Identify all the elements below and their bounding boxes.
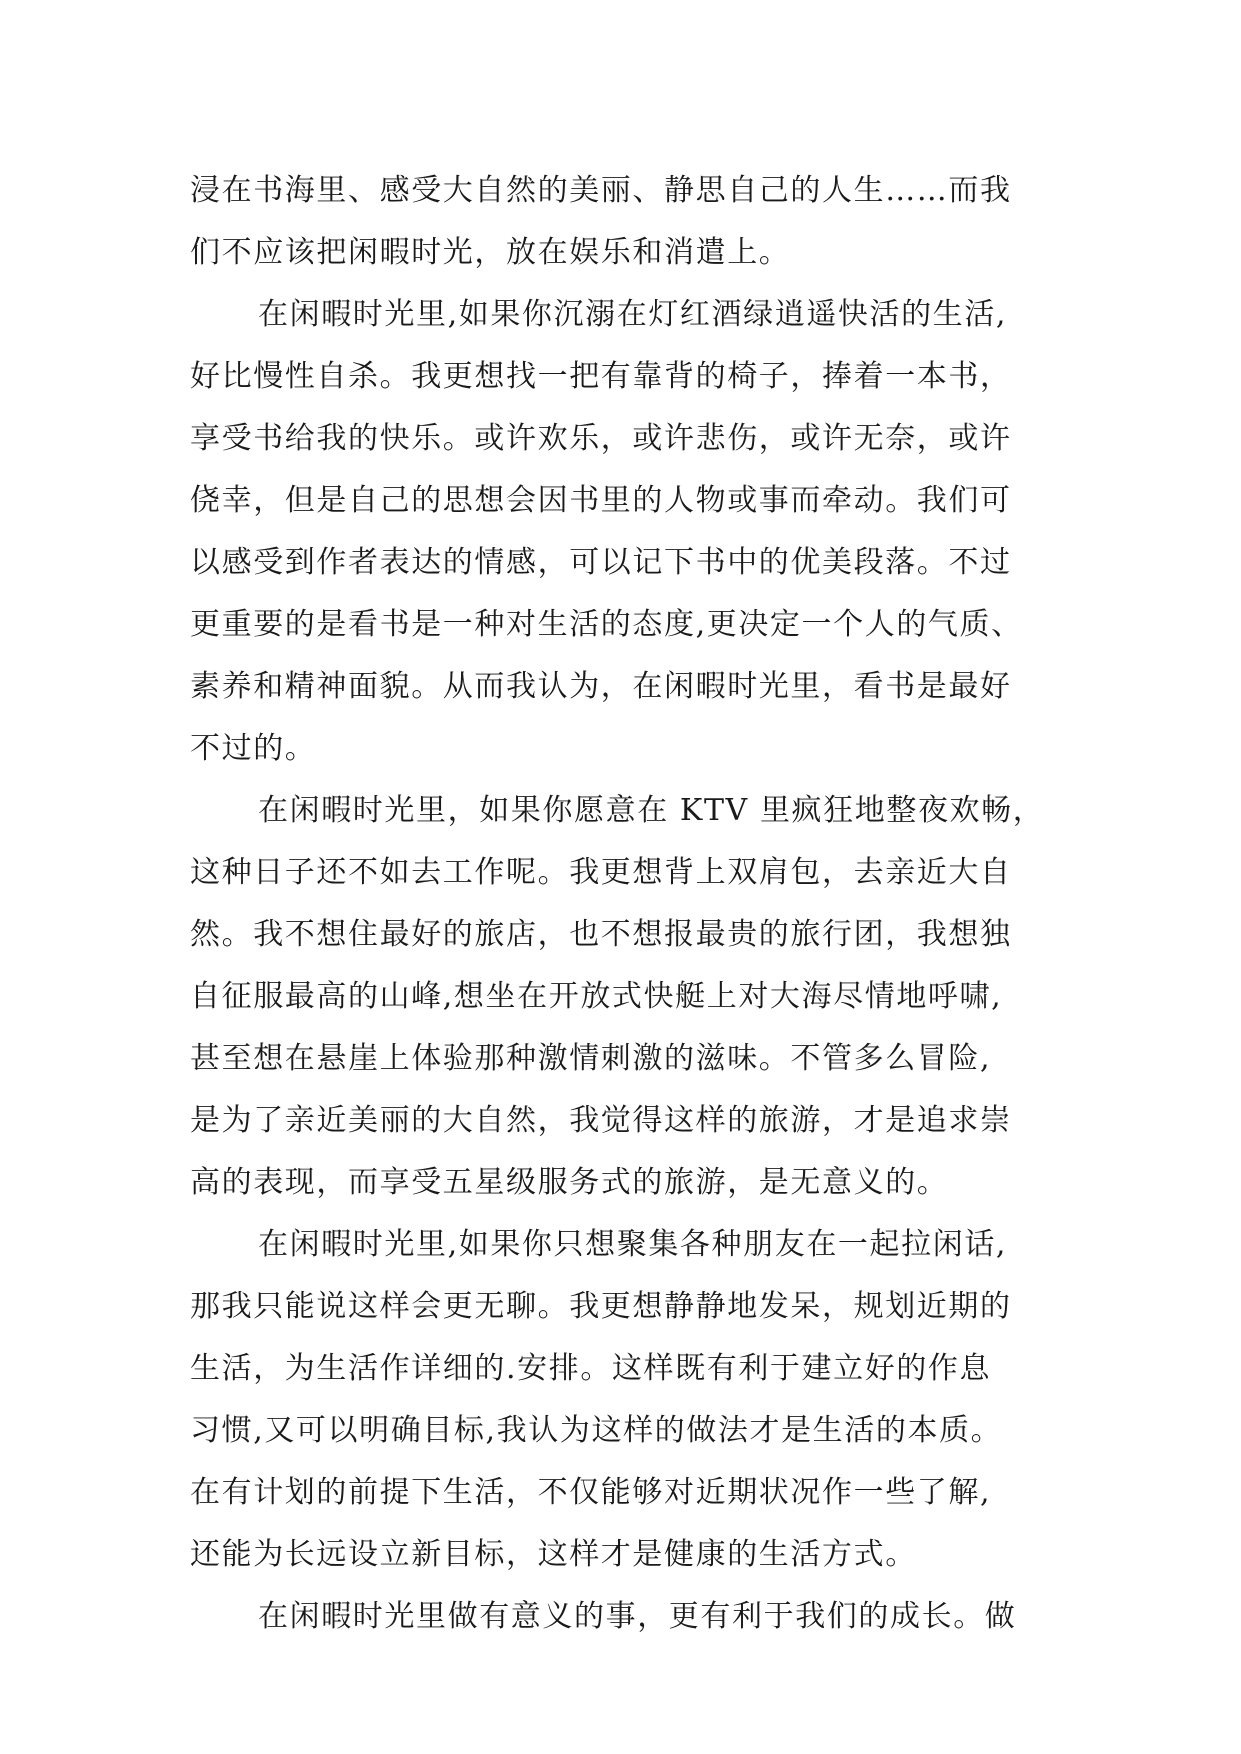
text-line: 浸在书海里、感受大自然的美丽、静思自己的人生……而我 [190,173,1012,208]
text-line: 以感受到作者表达的情感，可以记下书中的优美段落。不过 [190,545,1012,580]
document-body [190,160,1090,1648]
paragraph-start-line: 在闲暇时光里,如果你沉溺在灯红酒绿逍遥快活的生活, [258,297,1008,332]
text-line: 更重要的是看书是一种对生活的态度,更决定一个人的气质、 [190,607,1023,642]
paragraph-start-line: 在闲暇时光里,如果你只想聚集各种朋友在一起拉闲话, [258,1227,1008,1262]
text-line: 那我只能说这样会更无聊。我更想静静地发呆，规划近期的 [190,1289,1012,1324]
text-line: 自征服最高的山峰,想坐在开放式快艇上对大海尽情地呼啸, [190,979,1003,1014]
text-line: 好比慢性自杀。我更想找一把有靠背的椅子，捧着一本书， [190,359,1012,394]
text-line: 不过的。 [190,731,317,766]
text-line: 高的表现，而享受五星级服务式的旅游，是无意义的。 [190,1165,949,1200]
text-line: 这种日子还不如去工作呢。我更想背上双肩包，去亲近大自 [190,855,1012,890]
text-line: 甚至想在悬崖上体验那种激情刺激的滋味。不管多么冒险, [190,1041,992,1076]
paragraph-start-line: 在闲暇时光里，如果你愿意在 KTV 里疯狂地整夜欢畅， [258,793,1045,828]
text-line: 享受书给我的快乐。或许欢乐，或许悲伤，或许无奈，或许 [190,421,1012,456]
text-line: 还能为长远设立新目标，这样才是健康的生活方式。 [190,1537,917,1572]
text-line: 侥幸，但是自己的思想会因书里的人物或事而牵动。我们可 [190,483,1012,518]
text-line: 素养和精神面貌。从而我认为，在闲暇时光里，看书是最好 [190,669,1012,704]
text-line: 习惯,又可以明确目标,我认为这样的做法才是生活的本质。 [190,1413,1003,1448]
text-line: 是为了亲近美丽的大自然，我觉得这样的旅游，才是追求崇 [190,1103,1012,1138]
text-line: 在有计划的前提下生活，不仅能够对近期状况作一些了解, [190,1475,992,1510]
text-line: 生活，为生活作详细的.安排。这样既有利于建立好的作息 [190,1351,992,1386]
text-line: 然。我不想住最好的旅店，也不想报最贵的旅行团，我想独 [190,917,1012,952]
text-line: 们不应该把闲暇时光，放在娱乐和消遣上。 [190,235,791,270]
paragraph-start-line: 在闲暇时光里做有意义的事，更有利于我们的成长。做 [258,1599,1017,1634]
